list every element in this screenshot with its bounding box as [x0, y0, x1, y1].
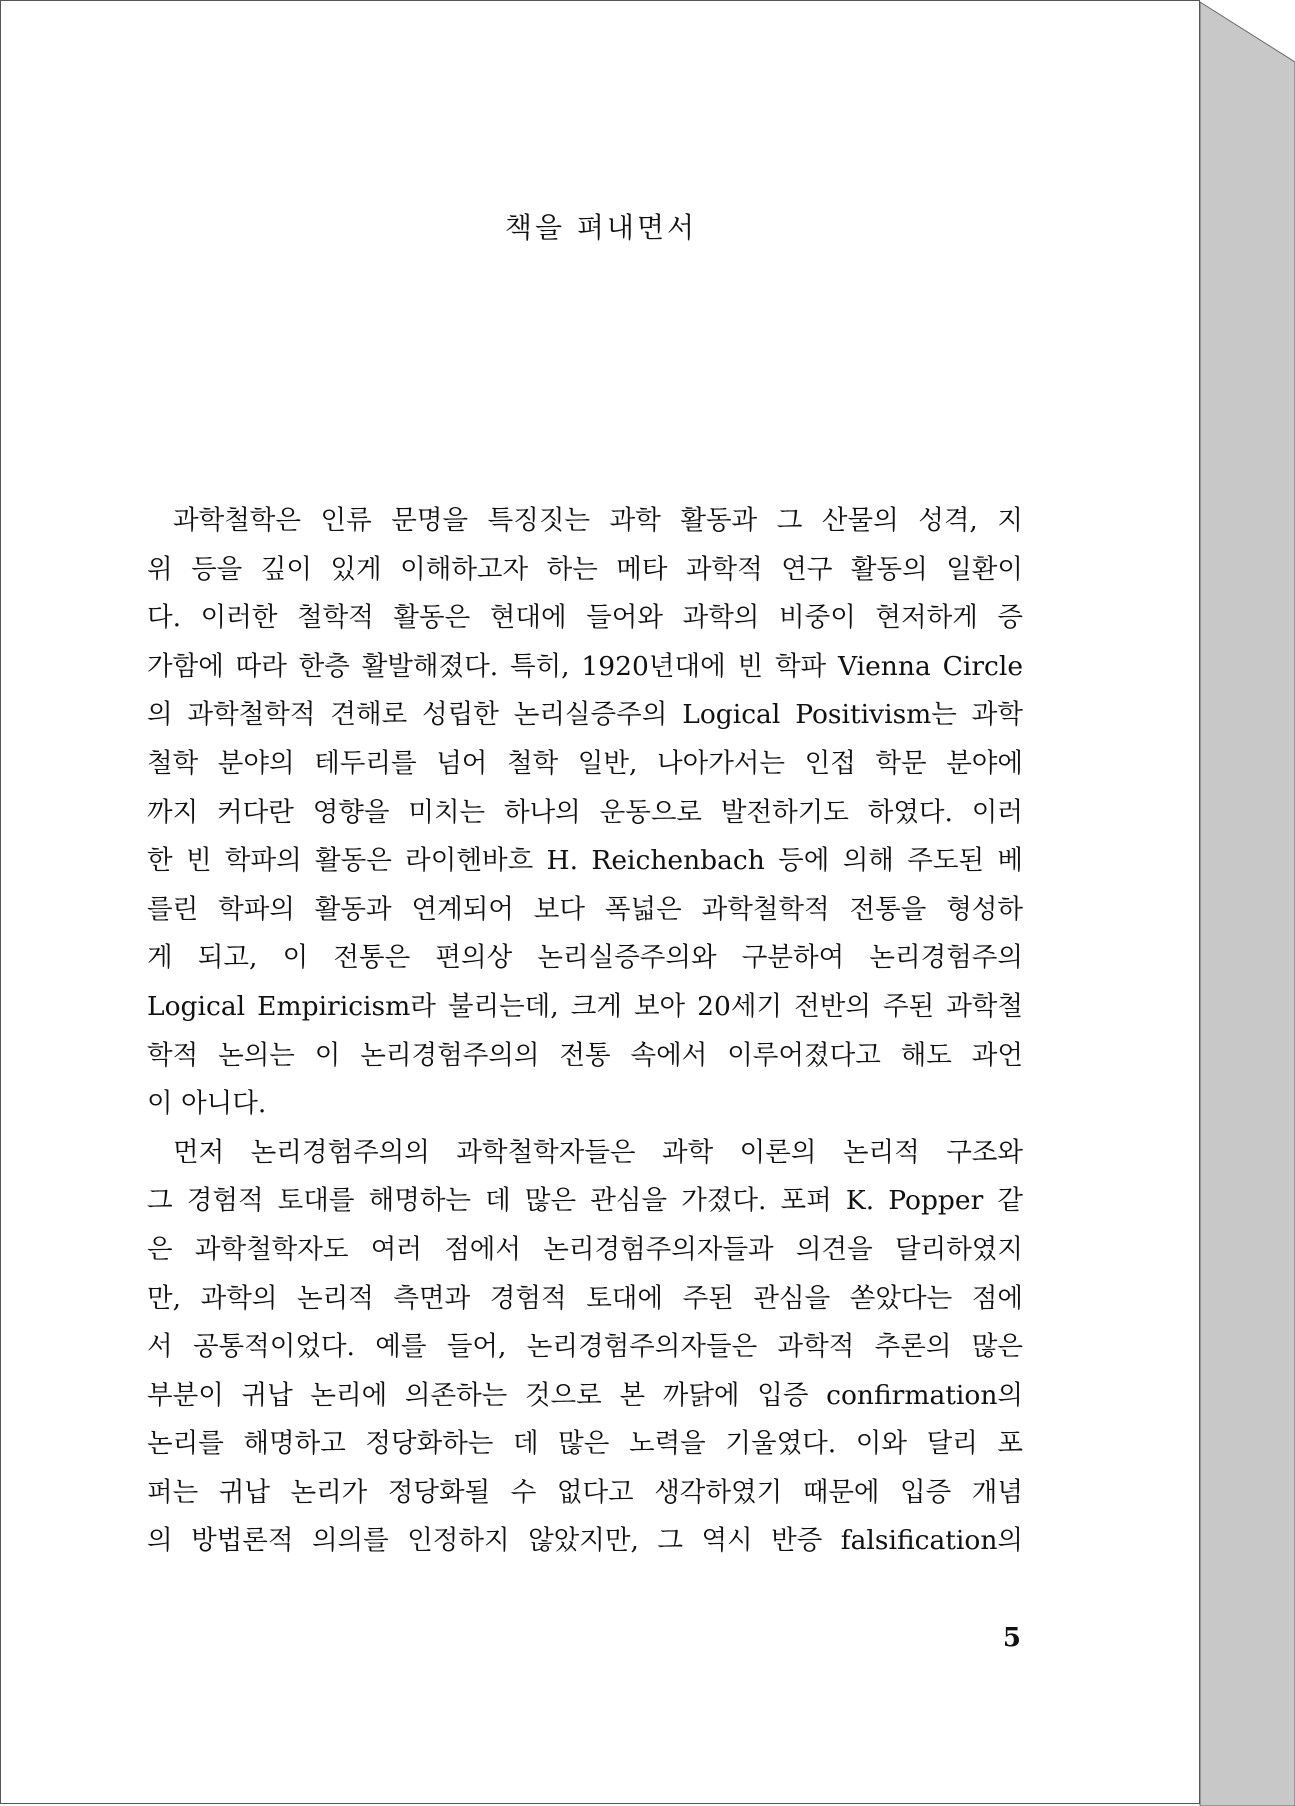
- text-line: 게 되고, 이 전통은 편의상 논리실증주의와 구분하여 논리경험주의: [147, 942, 1023, 974]
- text-line: 퍼는 귀납 논리가 정당화될 수 없다고 생각하였기 때문에 입증 개념: [147, 1476, 1023, 1508]
- text-line: 의 방법론적 의의를 인정하지 않았지만, 그 역시 반증 falsification의: [147, 1525, 1023, 1557]
- text-line: 한 빈 학파의 활동은 라이헨바흐 H. Reichenbach 등에 의해 주도된 베: [147, 845, 1023, 877]
- body-text: [147, 497, 1023, 1566]
- page-title: 책을 펴내면서: [504, 211, 698, 244]
- text-line: 서 공통적이었다. 예를 들어, 논리경험주의자들은 과학적 추론의 많은: [147, 1331, 1023, 1363]
- text-line: 까지 커다란 영향을 미치는 하나의 운동으로 발전하기도 하였다. 이러: [147, 796, 1023, 828]
- text-line: 은 과학철학자도 여러 점에서 논리경험주의자들과 의견을 달리하였지: [147, 1233, 1023, 1265]
- text-line: 학적 논의는 이 논리경험주의의 전통 속에서 이루어졌다고 해도 과언: [147, 1039, 1023, 1071]
- text-line: 위 등을 깊이 있게 이해하고자 하는 메타 과학적 연구 활동의 일환이: [147, 553, 1023, 585]
- text-line: 과학철학은 인류 문명을 특징짓는 과학 활동과 그 산물의 성격, 지: [173, 505, 1023, 536]
- text-line: 논리를 해명하고 정당화하는 데 많은 노력을 기울였다. 이와 달리 포: [147, 1428, 1023, 1460]
- text-line: 먼저 논리경험주의의 과학철학자들은 과학 이론의 논리적 구조와: [173, 1136, 1023, 1168]
- text-line: 가함에 따라 한층 활발해졌다. 특히, 1920년대에 빈 학파 Vienna Circle: [147, 650, 1023, 682]
- text-line: 다. 이러한 철학적 활동은 현대에 들어와 과학의 비중이 현저하게 증: [147, 602, 1023, 634]
- text-line: Logical Empiricism라 불리는데, 크게 보아 20세기 전반의 주된 과학철: [147, 990, 1023, 1022]
- text-line: 를린 학파의 활동과 연계되어 보다 폭넓은 과학철학적 전통을 형성하: [147, 893, 1023, 925]
- text-line: 철학 분야의 테두리를 넘어 철학 일반, 나아가서는 인접 학문 분야에: [147, 747, 1023, 779]
- paragraph-1: [147, 497, 1023, 1129]
- text-line: 의 과학철학적 견해로 성립한 논리실증주의 Logical Positivism는 과학: [147, 699, 1023, 731]
- text-line: 그 경험적 토대를 해명하는 데 많은 관심을 가졌다. 포퍼 K. Popper 같: [147, 1185, 1023, 1217]
- page-number: 5: [1002, 1623, 1021, 1653]
- text-line: 만, 과학의 논리적 측면과 경험적 토대에 주된 관심을 쏟았다는 점에: [147, 1282, 1023, 1314]
- paragraph-2: [147, 1129, 1023, 1566]
- text-line: 이 아니다.: [147, 1088, 267, 1120]
- text-line: 부분이 귀납 논리에 의존하는 것으로 본 까닭에 입증 confirmation의: [147, 1379, 1023, 1411]
